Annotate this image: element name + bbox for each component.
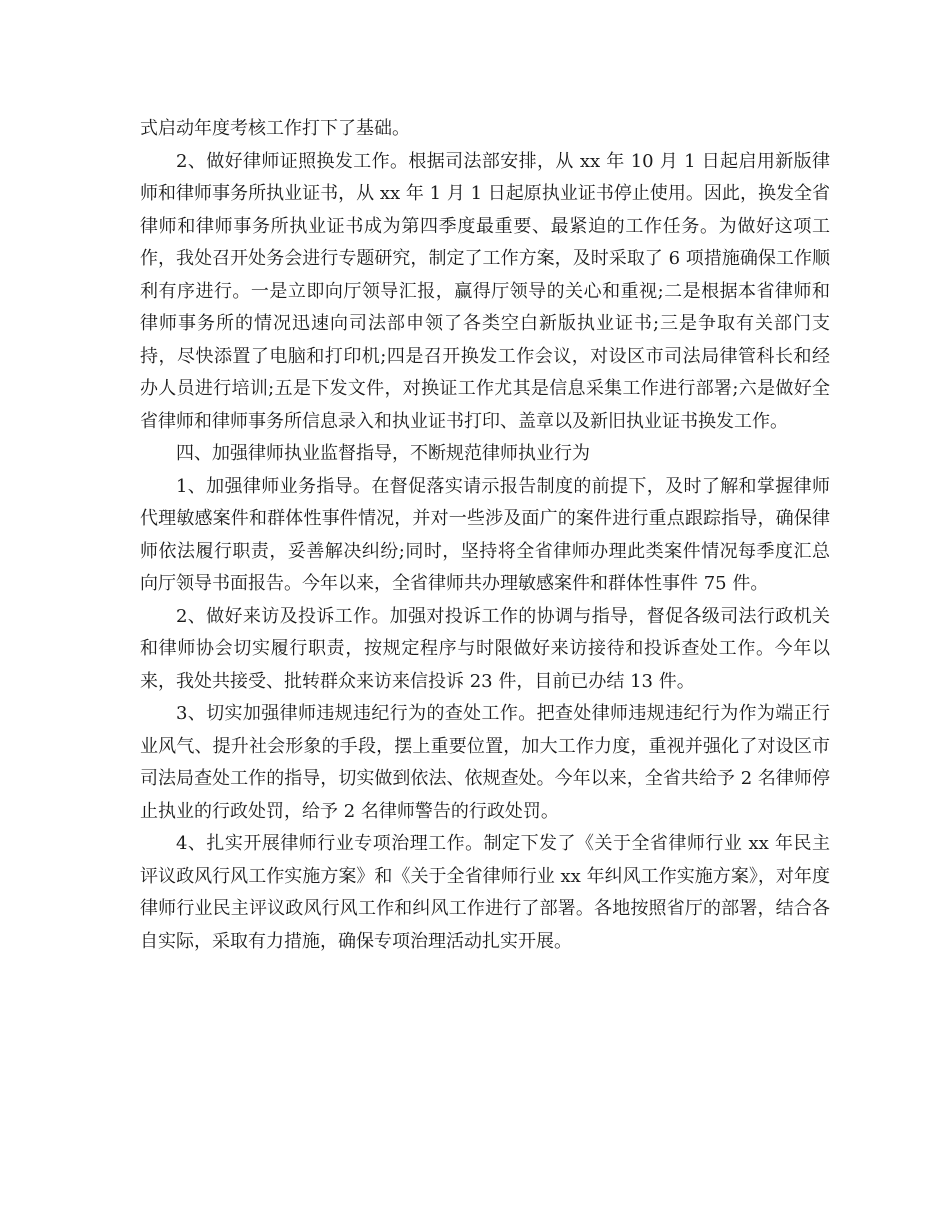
paragraph-business-guidance: 1、加强律师业务指导。在督促落实请示报告制度的前提下，及时了解和掌握律师代理敏感案件和群体性事件情况，并对一些涉及面广的案件进行重点跟踪指导，确保律师依法履行职责，妥善解决纠纷;同时，坚持将全省律师办理此类案件情况每季度汇总向厅领导书面报告。今年以来，全省律师共办理敏感案件和群体性事件 75 件。 <box>140 475 830 594</box>
section-heading-supervision: 四、加强律师执业监督指导，不断规范律师执业行为 <box>176 443 590 464</box>
paragraph-license-renewal: 2、做好律师证照换发工作。根据司法部安排，从 xx 年 10 月 1 日起启用新版律师和律师事务所执业证书，从 xx 年 1 月 1 日起原执业证书停止使用。因此，换发全省律师和律师事务所执业证书成为第四季度最重要、最紧迫的工作任务。为做好这项工作，我处召开处务会进行专题研究，制定了工作方案，及时采取了 6 项措施确保工作顺利有序进行。一是立即向厅领导汇报，赢得厅领导的关心和重视;二是根据本省律师和律师事务所的情况迅速向司法部申领了各类空白新版执业证书;三是争取有关部门支持，尽快添置了电脑和打印机;四是召开换发工作会议，对设区市司法局律管科长和经办人员进行培训;五是下发文件，对换证工作尤其是信息采集工作进行部署;六是做好全省律师和律师事务所信息录入和执业证书打印、盖章以及新旧执业证书换发工作。 <box>140 150 830 432</box>
paragraph-continuation: 式启动年度考核工作打下了基础。 <box>140 118 410 139</box>
paragraph-complaints: 2、做好来访及投诉工作。加强对投诉工作的协调与指导，督促各级司法行政机关和律师协会切实履行职责，按规定程序与时限做好来访接待和投诉查处工作。今年以来，我处共接受、批转群众来访来信投诉 23 件，目前已办结 13 件。 <box>140 605 830 692</box>
paragraph-special-governance: 4、扎实开展律师行业专项治理工作。制定下发了《关于全省律师行业 xx 年民主评议政风行风工作实施方案》和《关于全省律师行业 xx 年纠风工作实施方案》，对年度律师行业民主评议政风行风工作和纠风工作进行了部署。各地按照省厅的部署，结合各自实际，采取有力措施，确保专项治理活动扎实开展。 <box>140 833 830 952</box>
paragraph-violations: 3、切实加强律师违规违纪行为的查处工作。把查处律师违规违纪行为作为端正行业风气、提升社会形象的手段，摆上重要位置，加大工作力度，重视并强化了对设区市司法局查处工作的指导，切实做到依法、依规查处。今年以来，全省共给予 2 名律师停止执业的行政处罚，给予 2 名律师警告的行政处罚。 <box>140 703 830 822</box>
document-body <box>140 113 830 958</box>
